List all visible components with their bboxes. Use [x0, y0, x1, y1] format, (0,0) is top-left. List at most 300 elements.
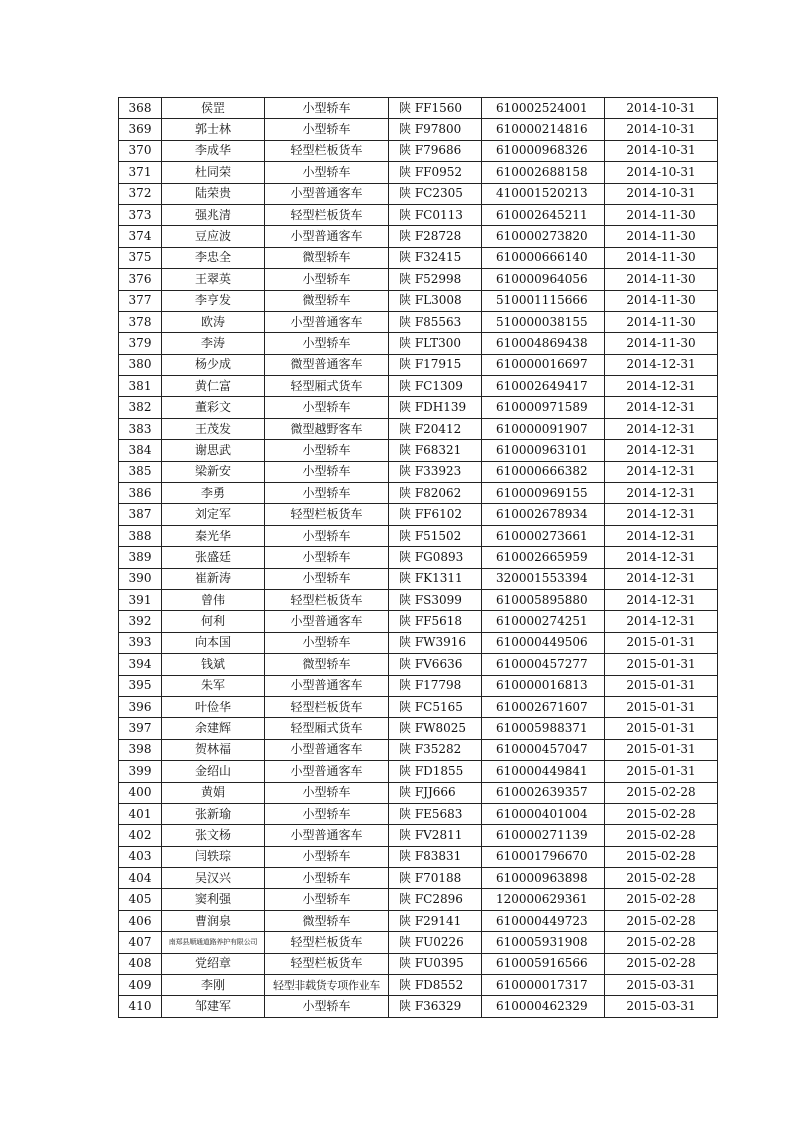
id-number-cell: 610005916566 [482, 953, 605, 974]
id-number-cell: 610000273661 [482, 525, 605, 546]
date-cell: 2015-02-28 [605, 889, 718, 910]
row-number-cell: 393 [119, 632, 162, 653]
date-cell: 2014-12-31 [605, 547, 718, 568]
vehicle-type-cell: 轻型栏板货车 [265, 932, 389, 953]
owner-name-cell: 叶俭华 [162, 696, 265, 717]
row-number-cell: 406 [119, 910, 162, 931]
owner-name-cell: 郭士林 [162, 119, 265, 140]
table-row [119, 247, 718, 268]
id-number-cell: 610004869438 [482, 333, 605, 354]
id-number-cell: 610005931908 [482, 932, 605, 953]
plate-number-cell: 陕 FD8552 [389, 975, 482, 996]
vehicle-type-cell: 轻型栏板货车 [265, 589, 389, 610]
date-cell: 2015-02-28 [605, 910, 718, 931]
plate-number-cell: 陕 FV2811 [389, 825, 482, 846]
plate-number-cell: 陕 FJJ666 [389, 782, 482, 803]
id-number-cell: 610000271139 [482, 825, 605, 846]
vehicle-type-cell: 小型轿车 [265, 483, 389, 504]
id-number-cell: 610000401004 [482, 803, 605, 824]
owner-name-cell: 杜同荣 [162, 162, 265, 183]
table-row [119, 376, 718, 397]
vehicle-type-cell: 小型轿车 [265, 632, 389, 653]
table-row [119, 397, 718, 418]
table-row [119, 483, 718, 504]
row-number-cell: 385 [119, 461, 162, 482]
date-cell: 2015-02-28 [605, 825, 718, 846]
table-row [119, 354, 718, 375]
table-row [119, 333, 718, 354]
owner-name-cell: 闫轶琮 [162, 846, 265, 867]
owner-name-cell: 邹建军 [162, 996, 265, 1017]
owner-name-cell: 梁新安 [162, 461, 265, 482]
date-cell: 2014-11-30 [605, 333, 718, 354]
vehicle-type-cell: 轻型栏板货车 [265, 140, 389, 161]
plate-number-cell: 陕 FW8025 [389, 718, 482, 739]
plate-number-cell: 陕 FF1560 [389, 98, 482, 119]
table-row [119, 119, 718, 140]
vehicle-type-cell: 小型轿车 [265, 440, 389, 461]
plate-number-cell: 陕 F82062 [389, 483, 482, 504]
table-row [119, 226, 718, 247]
date-cell: 2014-12-31 [605, 397, 718, 418]
vehicle-type-cell: 微型轿车 [265, 910, 389, 931]
row-number-cell: 382 [119, 397, 162, 418]
date-cell: 2014-11-30 [605, 311, 718, 332]
table-row [119, 290, 718, 311]
row-number-cell: 381 [119, 376, 162, 397]
vehicle-type-cell: 轻型厢式货车 [265, 376, 389, 397]
date-cell: 2015-02-28 [605, 868, 718, 889]
plate-number-cell: 陕 F35282 [389, 739, 482, 760]
id-number-cell: 610002639357 [482, 782, 605, 803]
owner-name-cell: 侯罡 [162, 98, 265, 119]
row-number-cell: 377 [119, 290, 162, 311]
vehicle-type-cell: 小型轿车 [265, 333, 389, 354]
table-row [119, 932, 718, 953]
plate-number-cell: 陕 F51502 [389, 525, 482, 546]
table-row [119, 547, 718, 568]
vehicle-type-cell: 小型轿车 [265, 846, 389, 867]
vehicle-type-cell: 微型普通客车 [265, 354, 389, 375]
id-number-cell: 610000274251 [482, 611, 605, 632]
plate-number-cell: 陕 F28728 [389, 226, 482, 247]
row-number-cell: 372 [119, 183, 162, 204]
date-cell: 2015-01-31 [605, 654, 718, 675]
table-row [119, 654, 718, 675]
row-number-cell: 398 [119, 739, 162, 760]
owner-name-cell: 李勇 [162, 483, 265, 504]
date-cell: 2014-11-30 [605, 247, 718, 268]
vehicle-type-cell: 小型普通客车 [265, 739, 389, 760]
plate-number-cell: 陕 FF5618 [389, 611, 482, 632]
date-cell: 2014-12-31 [605, 461, 718, 482]
plate-number-cell: 陕 FC5165 [389, 696, 482, 717]
row-number-cell: 399 [119, 761, 162, 782]
id-number-cell: 610000449841 [482, 761, 605, 782]
row-number-cell: 400 [119, 782, 162, 803]
vehicle-type-cell: 小型轿车 [265, 98, 389, 119]
table-row [119, 568, 718, 589]
id-number-cell: 610000969155 [482, 483, 605, 504]
id-number-cell: 610002688158 [482, 162, 605, 183]
table-row [119, 440, 718, 461]
row-number-cell: 403 [119, 846, 162, 867]
row-number-cell: 405 [119, 889, 162, 910]
vehicle-type-cell: 小型轿车 [265, 269, 389, 290]
date-cell: 2015-02-28 [605, 782, 718, 803]
date-cell: 2014-11-30 [605, 204, 718, 225]
table-row [119, 782, 718, 803]
date-cell: 2015-02-28 [605, 803, 718, 824]
plate-number-cell: 陕 FC1309 [389, 376, 482, 397]
owner-name-cell: 李涛 [162, 333, 265, 354]
plate-number-cell: 陕 FW3916 [389, 632, 482, 653]
owner-name-cell: 朱军 [162, 675, 265, 696]
plate-number-cell: 陕 FC2305 [389, 183, 482, 204]
table-row [119, 996, 718, 1017]
plate-number-cell: 陕 FG0893 [389, 547, 482, 568]
row-number-cell: 371 [119, 162, 162, 183]
plate-number-cell: 陕 F29141 [389, 910, 482, 931]
id-number-cell: 610000214816 [482, 119, 605, 140]
date-cell: 2015-01-31 [605, 632, 718, 653]
vehicle-type-cell: 小型普通客车 [265, 761, 389, 782]
owner-name-cell: 窦利强 [162, 889, 265, 910]
owner-name-cell: 李成华 [162, 140, 265, 161]
plate-number-cell: 陕 F70188 [389, 868, 482, 889]
date-cell: 2014-10-31 [605, 183, 718, 204]
plate-number-cell: 陕 F32415 [389, 247, 482, 268]
owner-name-cell: 何利 [162, 611, 265, 632]
id-number-cell: 610002645211 [482, 204, 605, 225]
vehicle-type-cell: 轻型栏板货车 [265, 204, 389, 225]
vehicle-type-cell: 小型普通客车 [265, 675, 389, 696]
table-row [119, 718, 718, 739]
owner-name-cell: 李亨发 [162, 290, 265, 311]
id-number-cell: 610000963101 [482, 440, 605, 461]
plate-number-cell: 陕 FK1311 [389, 568, 482, 589]
vehicle-type-cell: 轻型厢式货车 [265, 718, 389, 739]
date-cell: 2015-03-31 [605, 996, 718, 1017]
owner-name-cell: 余建辉 [162, 718, 265, 739]
owner-name-cell: 谢思武 [162, 440, 265, 461]
owner-name-cell: 秦光华 [162, 525, 265, 546]
date-cell: 2014-12-31 [605, 589, 718, 610]
date-cell: 2014-10-31 [605, 140, 718, 161]
row-number-cell: 373 [119, 204, 162, 225]
date-cell: 2014-12-31 [605, 376, 718, 397]
id-number-cell: 610002649417 [482, 376, 605, 397]
id-number-cell: 610000457047 [482, 739, 605, 760]
table-row [119, 975, 718, 996]
row-number-cell: 384 [119, 440, 162, 461]
plate-number-cell: 陕 F52998 [389, 269, 482, 290]
plate-number-cell: 陕 FU0226 [389, 932, 482, 953]
plate-number-cell: 陕 FC0113 [389, 204, 482, 225]
row-number-cell: 387 [119, 504, 162, 525]
owner-name-cell: 崔新涛 [162, 568, 265, 589]
plate-number-cell: 陕 F83831 [389, 846, 482, 867]
row-number-cell: 376 [119, 269, 162, 290]
id-number-cell: 610000273820 [482, 226, 605, 247]
plate-number-cell: 陕 FU0395 [389, 953, 482, 974]
vehicle-type-cell: 轻型栏板货车 [265, 504, 389, 525]
plate-number-cell: 陕 FE5683 [389, 803, 482, 824]
plate-number-cell: 陕 F79686 [389, 140, 482, 161]
owner-name-cell: 李刚 [162, 975, 265, 996]
date-cell: 2015-01-31 [605, 696, 718, 717]
row-number-cell: 389 [119, 547, 162, 568]
date-cell: 2014-12-31 [605, 611, 718, 632]
id-number-cell: 610000457277 [482, 654, 605, 675]
id-number-cell: 610001796670 [482, 846, 605, 867]
date-cell: 2014-12-31 [605, 504, 718, 525]
table-row [119, 910, 718, 931]
vehicle-type-cell: 小型轿车 [265, 868, 389, 889]
date-cell: 2015-02-28 [605, 953, 718, 974]
date-cell: 2014-10-31 [605, 162, 718, 183]
id-number-cell: 610000091907 [482, 418, 605, 439]
owner-name-cell: 黄仁富 [162, 376, 265, 397]
vehicle-type-cell: 小型轿车 [265, 782, 389, 803]
id-number-cell: 610002671607 [482, 696, 605, 717]
owner-name-cell: 向本国 [162, 632, 265, 653]
table-row [119, 525, 718, 546]
row-number-cell: 390 [119, 568, 162, 589]
owner-name-cell: 南郑县顺通道路养护有限公司 [162, 932, 265, 953]
owner-name-cell: 刘定军 [162, 504, 265, 525]
row-number-cell: 383 [119, 418, 162, 439]
id-number-cell: 610005895880 [482, 589, 605, 610]
table-row [119, 311, 718, 332]
table-row [119, 846, 718, 867]
date-cell: 2014-12-31 [605, 354, 718, 375]
id-number-cell: 610000666382 [482, 461, 605, 482]
id-number-cell: 510001115666 [482, 290, 605, 311]
date-cell: 2014-12-31 [605, 568, 718, 589]
id-number-cell: 410001520213 [482, 183, 605, 204]
id-number-cell: 610002524001 [482, 98, 605, 119]
plate-number-cell: 陕 FLT300 [389, 333, 482, 354]
plate-number-cell: 陕 F20412 [389, 418, 482, 439]
vehicle-type-cell: 微型轿车 [265, 247, 389, 268]
table-row [119, 803, 718, 824]
row-number-cell: 375 [119, 247, 162, 268]
row-number-cell: 407 [119, 932, 162, 953]
row-number-cell: 368 [119, 98, 162, 119]
row-number-cell: 370 [119, 140, 162, 161]
table-row [119, 889, 718, 910]
date-cell: 2015-01-31 [605, 739, 718, 760]
plate-number-cell: 陕 F17798 [389, 675, 482, 696]
date-cell: 2014-10-31 [605, 119, 718, 140]
owner-name-cell: 张文杨 [162, 825, 265, 846]
date-cell: 2014-10-31 [605, 98, 718, 119]
owner-name-cell: 董彩文 [162, 397, 265, 418]
table-row [119, 461, 718, 482]
vehicle-type-cell: 小型轿车 [265, 996, 389, 1017]
date-cell: 2014-12-31 [605, 418, 718, 439]
owner-name-cell: 黄娟 [162, 782, 265, 803]
table-row [119, 98, 718, 119]
vehicle-type-cell: 小型普通客车 [265, 226, 389, 247]
row-number-cell: 388 [119, 525, 162, 546]
owner-name-cell: 党绍章 [162, 953, 265, 974]
id-number-cell: 610002665959 [482, 547, 605, 568]
row-number-cell: 374 [119, 226, 162, 247]
plate-number-cell: 陕 FDH139 [389, 397, 482, 418]
table-row [119, 162, 718, 183]
id-number-cell: 610000971589 [482, 397, 605, 418]
vehicle-type-cell: 小型轿车 [265, 461, 389, 482]
date-cell: 2015-01-31 [605, 718, 718, 739]
vehicle-type-cell: 小型普通客车 [265, 611, 389, 632]
plate-number-cell: 陕 FC2896 [389, 889, 482, 910]
vehicle-type-cell: 微型轿车 [265, 654, 389, 675]
row-number-cell: 392 [119, 611, 162, 632]
plate-number-cell: 陕 F36329 [389, 996, 482, 1017]
row-number-cell: 391 [119, 589, 162, 610]
vehicle-type-cell: 小型轿车 [265, 119, 389, 140]
id-number-cell: 610000968326 [482, 140, 605, 161]
vehicle-type-cell: 轻型非载货专项作业车 [265, 975, 389, 996]
vehicle-type-cell: 小型普通客车 [265, 825, 389, 846]
plate-number-cell: 陕 FS3099 [389, 589, 482, 610]
row-number-cell: 380 [119, 354, 162, 375]
table-row [119, 589, 718, 610]
vehicle-type-cell: 小型轿车 [265, 889, 389, 910]
id-number-cell: 610000016697 [482, 354, 605, 375]
table-row [119, 183, 718, 204]
vehicle-type-cell: 小型轿车 [265, 162, 389, 183]
vehicle-type-cell: 小型普通客车 [265, 311, 389, 332]
plate-number-cell: 陕 FF0952 [389, 162, 482, 183]
vehicle-type-cell: 小型轿车 [265, 568, 389, 589]
vehicle-type-cell: 微型越野客车 [265, 418, 389, 439]
date-cell: 2015-03-31 [605, 975, 718, 996]
date-cell: 2014-11-30 [605, 226, 718, 247]
table-row [119, 953, 718, 974]
date-cell: 2015-02-28 [605, 846, 718, 867]
id-number-cell: 610005988371 [482, 718, 605, 739]
table-row [119, 504, 718, 525]
plate-number-cell: 陕 F68321 [389, 440, 482, 461]
owner-name-cell: 强兆清 [162, 204, 265, 225]
date-cell: 2014-12-31 [605, 440, 718, 461]
table-row [119, 696, 718, 717]
vehicle-type-cell: 小型轿车 [265, 547, 389, 568]
row-number-cell: 369 [119, 119, 162, 140]
id-number-cell: 610000462329 [482, 996, 605, 1017]
vehicle-type-cell: 小型轿车 [265, 803, 389, 824]
vehicle-type-cell: 轻型栏板货车 [265, 953, 389, 974]
plate-number-cell: 陕 FV6636 [389, 654, 482, 675]
vehicle-table [118, 97, 718, 1018]
vehicle-type-cell: 微型轿车 [265, 290, 389, 311]
row-number-cell: 404 [119, 868, 162, 889]
date-cell: 2015-01-31 [605, 675, 718, 696]
id-number-cell: 610000964056 [482, 269, 605, 290]
owner-name-cell: 贺林福 [162, 739, 265, 760]
plate-number-cell: 陕 F17915 [389, 354, 482, 375]
plate-number-cell: 陕 F97800 [389, 119, 482, 140]
row-number-cell: 394 [119, 654, 162, 675]
date-cell: 2014-12-31 [605, 483, 718, 504]
vehicle-type-cell: 小型轿车 [265, 397, 389, 418]
date-cell: 2014-11-30 [605, 269, 718, 290]
id-number-cell: 610000449506 [482, 632, 605, 653]
row-number-cell: 395 [119, 675, 162, 696]
table-row [119, 140, 718, 161]
owner-name-cell: 曹润泉 [162, 910, 265, 931]
plate-number-cell: 陕 FF6102 [389, 504, 482, 525]
owner-name-cell: 吴汉兴 [162, 868, 265, 889]
plate-number-cell: 陕 FL3008 [389, 290, 482, 311]
id-number-cell: 610002678934 [482, 504, 605, 525]
owner-name-cell: 陆荣贵 [162, 183, 265, 204]
row-number-cell: 379 [119, 333, 162, 354]
owner-name-cell: 杨少成 [162, 354, 265, 375]
table-row [119, 204, 718, 225]
table-row [119, 418, 718, 439]
id-number-cell: 120000629361 [482, 889, 605, 910]
date-cell: 2014-12-31 [605, 525, 718, 546]
table-row [119, 761, 718, 782]
id-number-cell: 610000016813 [482, 675, 605, 696]
date-cell: 2014-11-30 [605, 290, 718, 311]
plate-number-cell: 陕 FD1855 [389, 761, 482, 782]
row-number-cell: 386 [119, 483, 162, 504]
id-number-cell: 610000449723 [482, 910, 605, 931]
row-number-cell: 401 [119, 803, 162, 824]
table-row [119, 611, 718, 632]
row-number-cell: 409 [119, 975, 162, 996]
row-number-cell: 408 [119, 953, 162, 974]
vehicle-type-cell: 小型轿车 [265, 525, 389, 546]
owner-name-cell: 欧涛 [162, 311, 265, 332]
table-row [119, 675, 718, 696]
table-row [119, 269, 718, 290]
owner-name-cell: 张新瑜 [162, 803, 265, 824]
id-number-cell: 610000666140 [482, 247, 605, 268]
id-number-cell: 610000963898 [482, 868, 605, 889]
owner-name-cell: 豆应波 [162, 226, 265, 247]
table-row [119, 868, 718, 889]
owner-name-cell: 张盛廷 [162, 547, 265, 568]
table-row [119, 632, 718, 653]
owner-name-cell: 王茂发 [162, 418, 265, 439]
owner-name-cell: 王翠英 [162, 269, 265, 290]
vehicle-table-body [119, 98, 718, 1018]
plate-number-cell: 陕 F33923 [389, 461, 482, 482]
date-cell: 2015-01-31 [605, 761, 718, 782]
vehicle-type-cell: 轻型栏板货车 [265, 696, 389, 717]
row-number-cell: 410 [119, 996, 162, 1017]
id-number-cell: 510000038155 [482, 311, 605, 332]
id-number-cell: 610000017317 [482, 975, 605, 996]
plate-number-cell: 陕 F85563 [389, 311, 482, 332]
owner-name-cell: 曾伟 [162, 589, 265, 610]
row-number-cell: 402 [119, 825, 162, 846]
owner-name-cell: 李忠全 [162, 247, 265, 268]
date-cell: 2015-02-28 [605, 932, 718, 953]
table-row [119, 825, 718, 846]
row-number-cell: 396 [119, 696, 162, 717]
owner-name-cell: 金绍山 [162, 761, 265, 782]
vehicle-type-cell: 小型普通客车 [265, 183, 389, 204]
owner-name-cell: 钱斌 [162, 654, 265, 675]
row-number-cell: 378 [119, 311, 162, 332]
